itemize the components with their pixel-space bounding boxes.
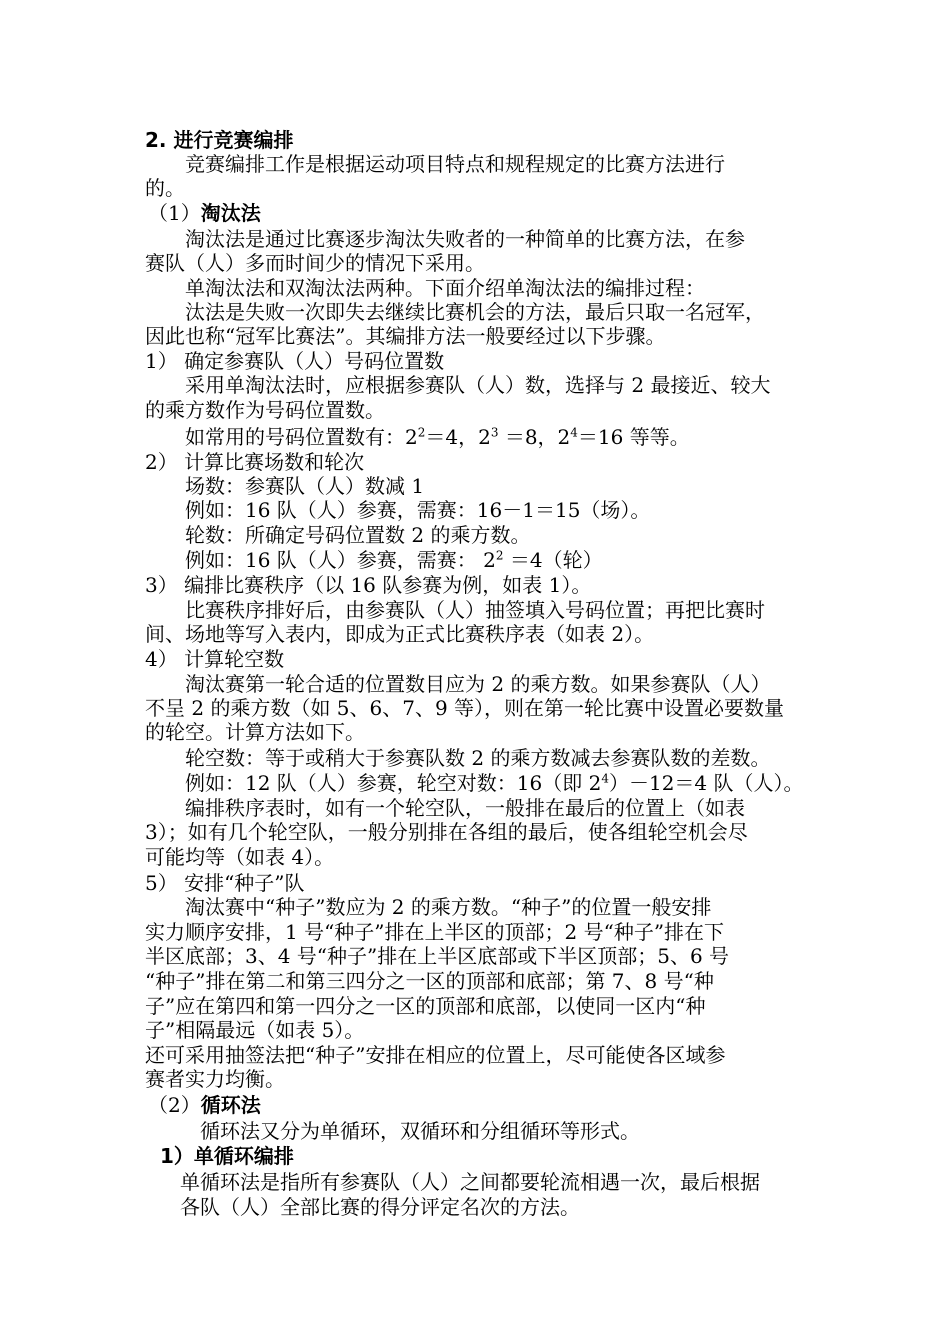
paragraph-line: 场数：参赛队（人）数减 1 [185,474,425,498]
subsection-title: 循环法 [200,1093,261,1117]
step-heading: 2） 计算比赛场数和轮次 [145,450,365,474]
section-heading: 2. 进行竞赛编排 [145,128,294,152]
paragraph-line: 赛者实力均衡。 [145,1067,285,1091]
paragraph-line: 还可采用抽签法把“种子”安排在相应的位置上，尽可能使各区域参 [145,1043,726,1067]
formula-line: 如常用的号码位置数有：$2^2=4$，$2^3 =8$，$2^4=16$ 等等。 [185,425,690,449]
paragraph-line: 淘汰赛第一轮合适的位置数目应为 2 的乘方数。如果参赛队（人） [185,672,771,696]
paragraph-line: 的轮空。计算方法如下。 [145,720,365,744]
paragraph-line: 半区底部；3、4 号“种子”排在上半区底部或下半区顶部；5、6 号 [145,944,730,968]
paragraph-line: “种子”排在第二和第三四分之一区的顶部和底部；第 7、8 号“种 [145,969,714,993]
paragraph-line: 子”应在第四和第一四分之一区的顶部和底部，以使同一区内“种 [145,994,706,1018]
paragraph-line: 竞赛编排工作是根据运动项目特点和规程规定的比赛方法进行 [185,152,725,176]
paragraph-line: 各队（人）全部比赛的得分评定名次的方法。 [180,1195,580,1219]
paragraph-line: 例如：16 队（人）参赛，需赛：16－1＝15（场）。 [185,498,651,522]
step-heading: 3） 编排比赛秩序（以 16 队参赛为例，如表 1）。 [145,573,592,597]
formula-line: 例如：16 队（人）参赛，需赛： $2^2 =4$（轮） [185,548,603,572]
paragraph-line: 淘汰赛中“种子”数应为 2 的乘方数。“种子”的位置一般安排 [185,895,712,919]
subsection-number: （1） [148,201,201,225]
paragraph-line: 因此也称“冠军比赛法”。其编排方法一般要经过以下步骤。 [145,324,666,348]
step-heading: 1） 确定参赛队（人）号码位置数 [145,349,445,373]
paragraph-line: 实力顺序安排，1 号“种子”排在上半区的顶部；2 号“种子”排在下 [145,920,725,944]
paragraph-line: 淘汰法是通过比赛逐步淘汰失败者的一种简单的比赛方法，在参 [185,227,745,251]
paragraph-line: 不呈 2 的乘方数（如 5、6、7、9 等），则在第一轮比赛中设置必要数量 [145,696,785,720]
paragraph-line: 轮空数：等于或稍大于参赛队数 2 的乘方数减去参赛队数的差数。 [185,746,771,770]
formula-line: 例如：12 队（人）参赛，轮空对数：16（即 $2^4)-12=4$ 队（人）。 [185,771,804,795]
paragraph-line: 编排秩序表时，如有一个轮空队，一般排在最后的位置上（如表 [185,796,745,820]
paragraph-line: 采用单淘汰法时，应根据参赛队（人）数，选择与 2 最接近、较大 [185,373,771,397]
step-heading: 4） 计算轮空数 [145,647,285,671]
paragraph-line: 3）；如有几个轮空队，一般分别排在各组的最后，使各组轮空机会尽 [145,820,748,844]
paragraph-line: 赛队（人）多而时间少的情况下采用。 [145,251,485,275]
subsection-heading: 1）单循环编排 [160,1144,294,1168]
paragraph-line: 单淘汰法和双淘汰法两种。下面介绍单淘汰法的编排过程： [185,276,705,300]
paragraph-line: 可能均等（如表 4）。 [145,845,335,869]
paragraph-line: 间、场地等写入表内，即成为正式比赛秩序表（如表 2）。 [145,622,655,646]
paragraph-line: 轮数：所确定号码位置数 2 的乘方数。 [185,523,531,547]
step-heading: 5） 安排“种子”队 [145,871,305,895]
paragraph-line: 的乘方数作为号码位置数。 [145,398,385,422]
paragraph-line: 循环法又分为单循环，双循环和分组循环等形式。 [200,1119,640,1143]
subsection-heading [148,200,261,226]
paragraph-line: 比赛秩序排好后，由参赛队（人）抽签填入号码位置；再把比赛时 [185,598,765,622]
paragraph-line: 子”相隔最远（如表 5）。 [145,1018,365,1042]
subsection-title: 淘汰法 [200,201,261,225]
subsection-heading [148,1092,261,1118]
paragraph-line: 单循环法是指所有参赛队（人）之间都要轮流相遇一次，最后根据 [180,1170,760,1194]
paragraph-line: 的。 [145,176,185,200]
subsection-number: （2） [148,1093,201,1117]
paragraph-line: 汰法是失败一次即失去继续比赛机会的方法，最后只取一名冠军， [185,300,765,324]
